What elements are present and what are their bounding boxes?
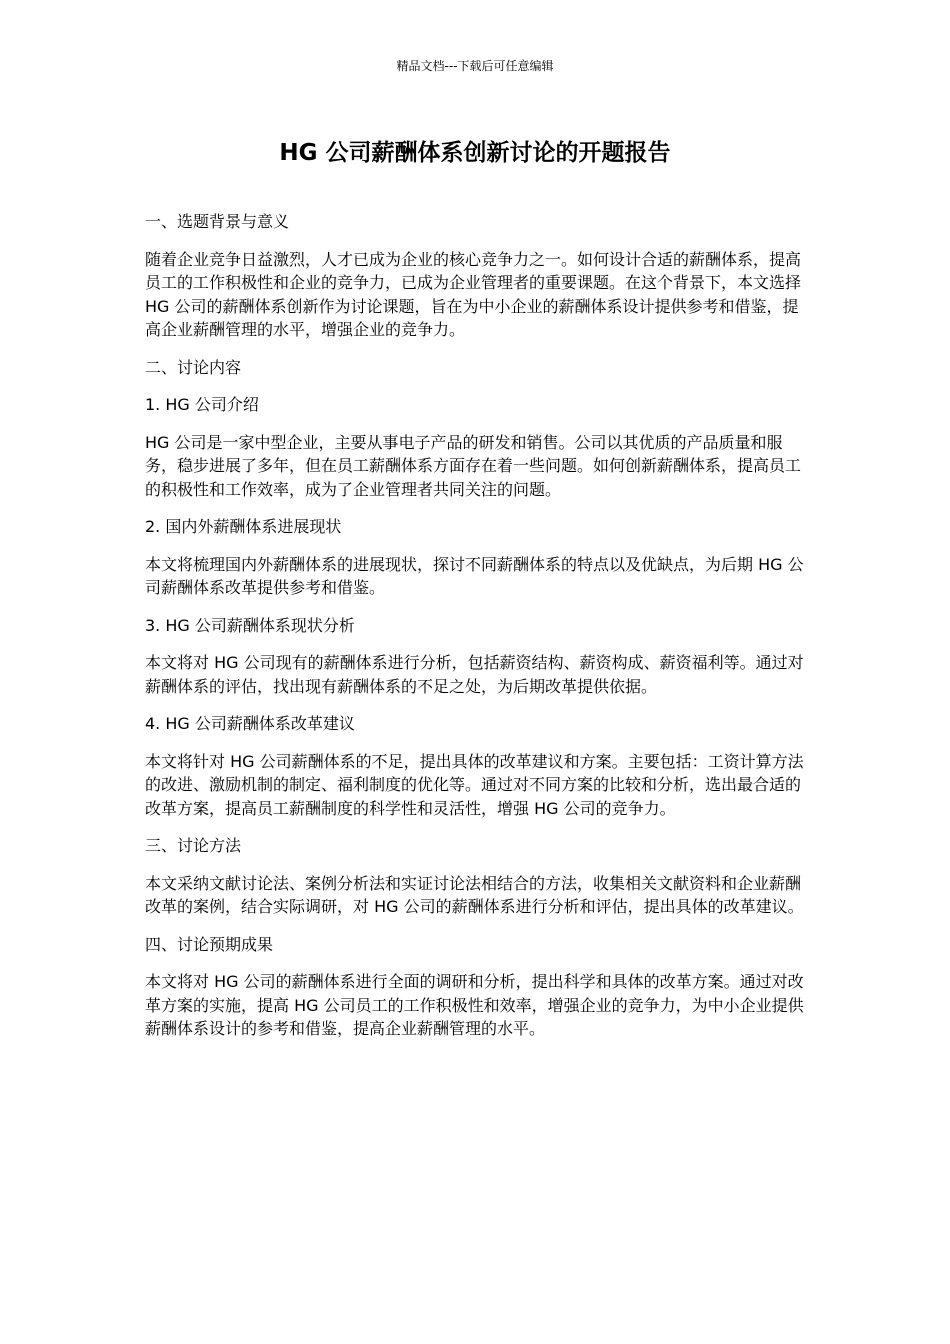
subsection-heading-status-analysis: 3. HG 公司薪酬体系现状分析 (145, 615, 355, 635)
subsection-heading-domestic-foreign: 2. 国内外薪酬体系进展现状 (145, 517, 342, 536)
subsection-paragraph-domestic-foreign: 本文将梳理国内外薪酬体系的进展现状，探讨不同薪酬体系的特点以及优缺点，为后期 HG 公司薪酬体系改革提供参考和借鉴。 (145, 554, 804, 597)
section-heading-background: 一、选题背景与意义 (145, 212, 290, 231)
subsection-paragraph-status-analysis: 本文将对 HG 公司现有的薪酬体系进行分析，包括薪资结构、薪资构成、薪资福利等。通过对薪酬体系的评估，找出现有薪酬体系的不足之处，为后期改革提供依据。 (145, 653, 804, 696)
section-paragraph-background: 随着企业竞争日益激烈，人才已成为企业的核心竞争力之一。如何设计合适的薪酬体系，提高员工的工作积极性和企业的竞争力，已成为企业管理者的重要课题。在这个背景下，本文选择 HG 公司的薪酬体系创新作为讨论课题，旨在为中小企业的薪酬体系设计提供参考和借鉴，提高企业薪酬管理的水平，增强企业的竞争力。 (145, 249, 802, 339)
section-heading-expected-results: 四、讨论预期成果 (145, 934, 274, 954)
subsection-paragraph-reform-suggestions: 本文将针对 HG 公司薪酬体系的不足，提出具体的改革建议和方案。主要包括：工资计算方法的改进、激励机制的制定、福利制度的优化等。通过对不同方案的比较和分析，选出最合适的改革方案，提高员工薪酬制度的科学性和灵活性，增强 HG 公司的竞争力。 (145, 751, 804, 818)
subsection-heading-company-intro: 1. HG 公司介绍 (145, 395, 259, 414)
subsection-paragraph-company-intro: HG 公司是一家中型企业，主要从事电子产品的研发和销售。公司以其优质的产品质量和服务，稳步进展了多年，但在员工薪酬体系方面存在着一些问题。如何创新薪酬体系，提高员工的积极性和工作效率，成为了企业管理者共同关注的问题。 (145, 432, 802, 499)
section-heading-methods: 三、讨论方法 (145, 836, 242, 855)
document-body (145, 210, 810, 1055)
document-title: HG 公司薪酬体系创新讨论的开题报告 (279, 140, 671, 166)
section-paragraph-expected-results: 本文将对 HG 公司的薪酬体系进行全面的调研和分析，提出科学和具体的改革方案。通过对改革方案的实施，提高 HG 公司员工的工作积极性和效率，增强企业的竞争力，为中小企业提供薪酬体系设计的参考和借鉴，提高企业薪酬管理的水平。 (145, 972, 804, 1038)
subsection-heading-reform-suggestions: 4. HG 公司薪酬体系改革建议 (145, 714, 355, 733)
header-note: 精品文档---下载后可任意编辑 (396, 59, 554, 73)
section-heading-content: 二、讨论内容 (145, 357, 242, 377)
section-paragraph-methods: 本文采纳文献讨论法、案例分析法和实证讨论法相结合的方法，收集相关文献资料和企业薪酬改革的案例，结合实际调研，对 HG 公司的薪酬体系进行分析和评估，提出具体的改革建议。 (145, 873, 804, 916)
